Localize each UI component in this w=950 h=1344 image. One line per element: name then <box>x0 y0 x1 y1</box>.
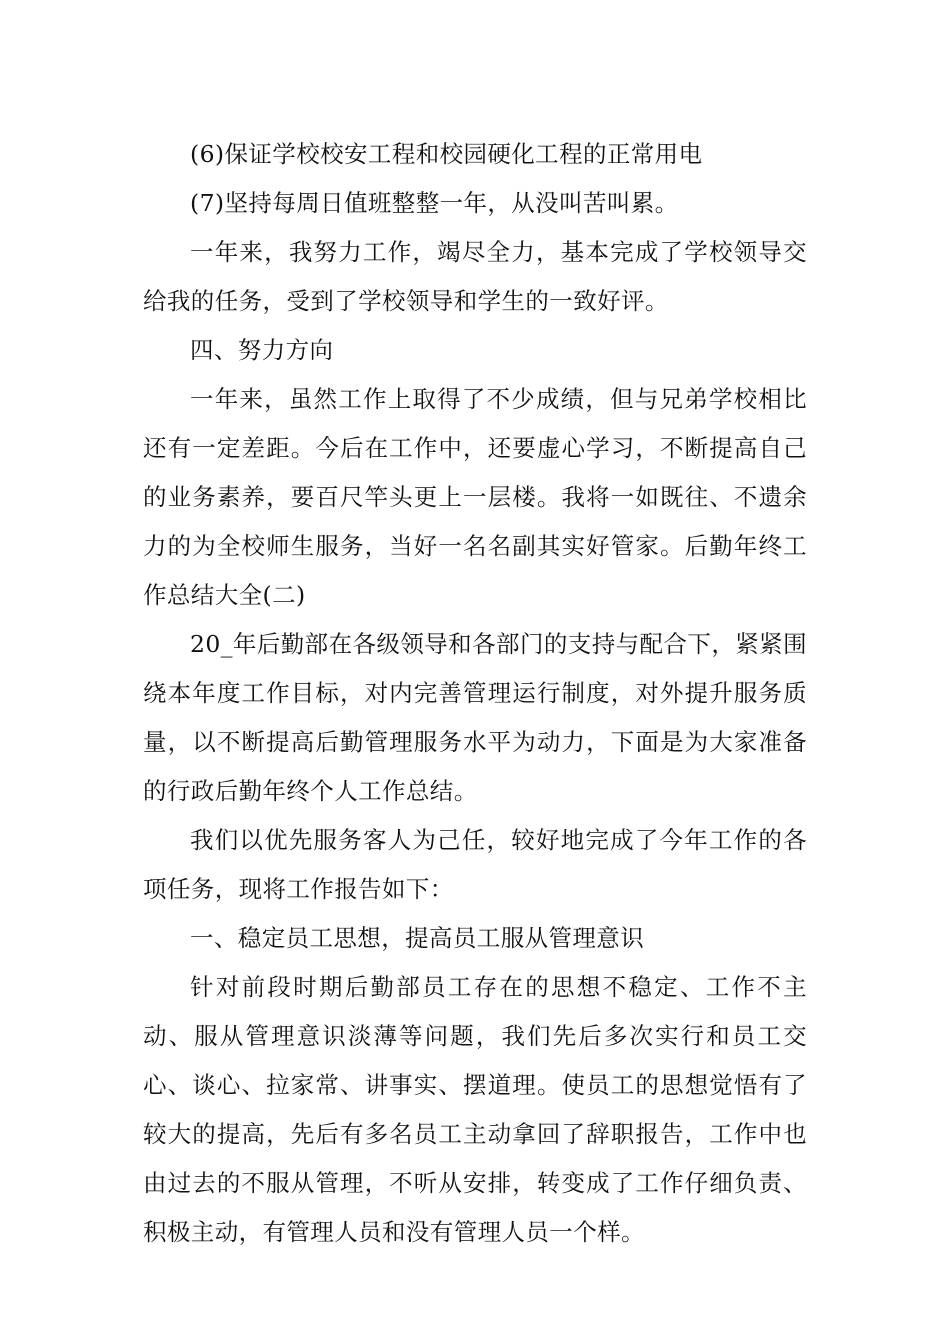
section-heading-direction: 四、努力方向 <box>190 336 334 364</box>
paragraph-item-7: (7)坚持每周日值班整整一年，从没叫苦叫累。 <box>190 189 679 217</box>
paragraph-year-summary: 一年来，我努力工作，竭尽全力，基本完成了学校领导交给我的任务，受到了学校领导和学生的一致好评。 <box>143 238 807 315</box>
paragraph-logistics-intro: 20_年后勤部在各级领导和各部门的支持与配合下，紧紧围绕本年度工作目标，对内完善管理运行制度，对外提升服务质量，以不断提高后勤管理服务水平为动力，下面是为大家准备的行政后勤年终个人工作总结。 <box>143 630 807 805</box>
paragraph-direction: 一年来，虽然工作上取得了不少成绩，但与兄弟学校相比还有一定差距。今后在工作中，还要虚心学习，不断提高自己的业务素养，要百尺竿头更上一层楼。我将一如既往、不遗余力的为全校师生服务，当好一名名副其实好管家。后勤年终工作总结大全(二) <box>143 385 807 609</box>
section-heading-stabilize: 一、稳定员工思想，提高员工服从管理意识 <box>190 924 645 952</box>
document-body <box>143 130 807 1257</box>
paragraph-report-intro: 我们以优先服务客人为己任，较好地完成了今年工作的各项任务，现将工作报告如下： <box>143 826 807 903</box>
paragraph-stabilize: 针对前段时期后勤部员工存在的思想不稳定、工作不主动、服从管理意识淡薄等问题，我们先后多次实行和员工交心、谈心、拉家常、讲事实、摆道理。使员工的思想觉悟有了较大的提高，先后有多名员工主动拿回了辞职报告，工作中也由过去的不服从管理，不听从安排，转变成了工作仔细负责、积极主动，有管理人员和没有管理人员一个样。 <box>143 973 807 1246</box>
paragraph-item-6: (6)保证学校校安工程和校园硬化工程的正常用电 <box>190 140 703 168</box>
